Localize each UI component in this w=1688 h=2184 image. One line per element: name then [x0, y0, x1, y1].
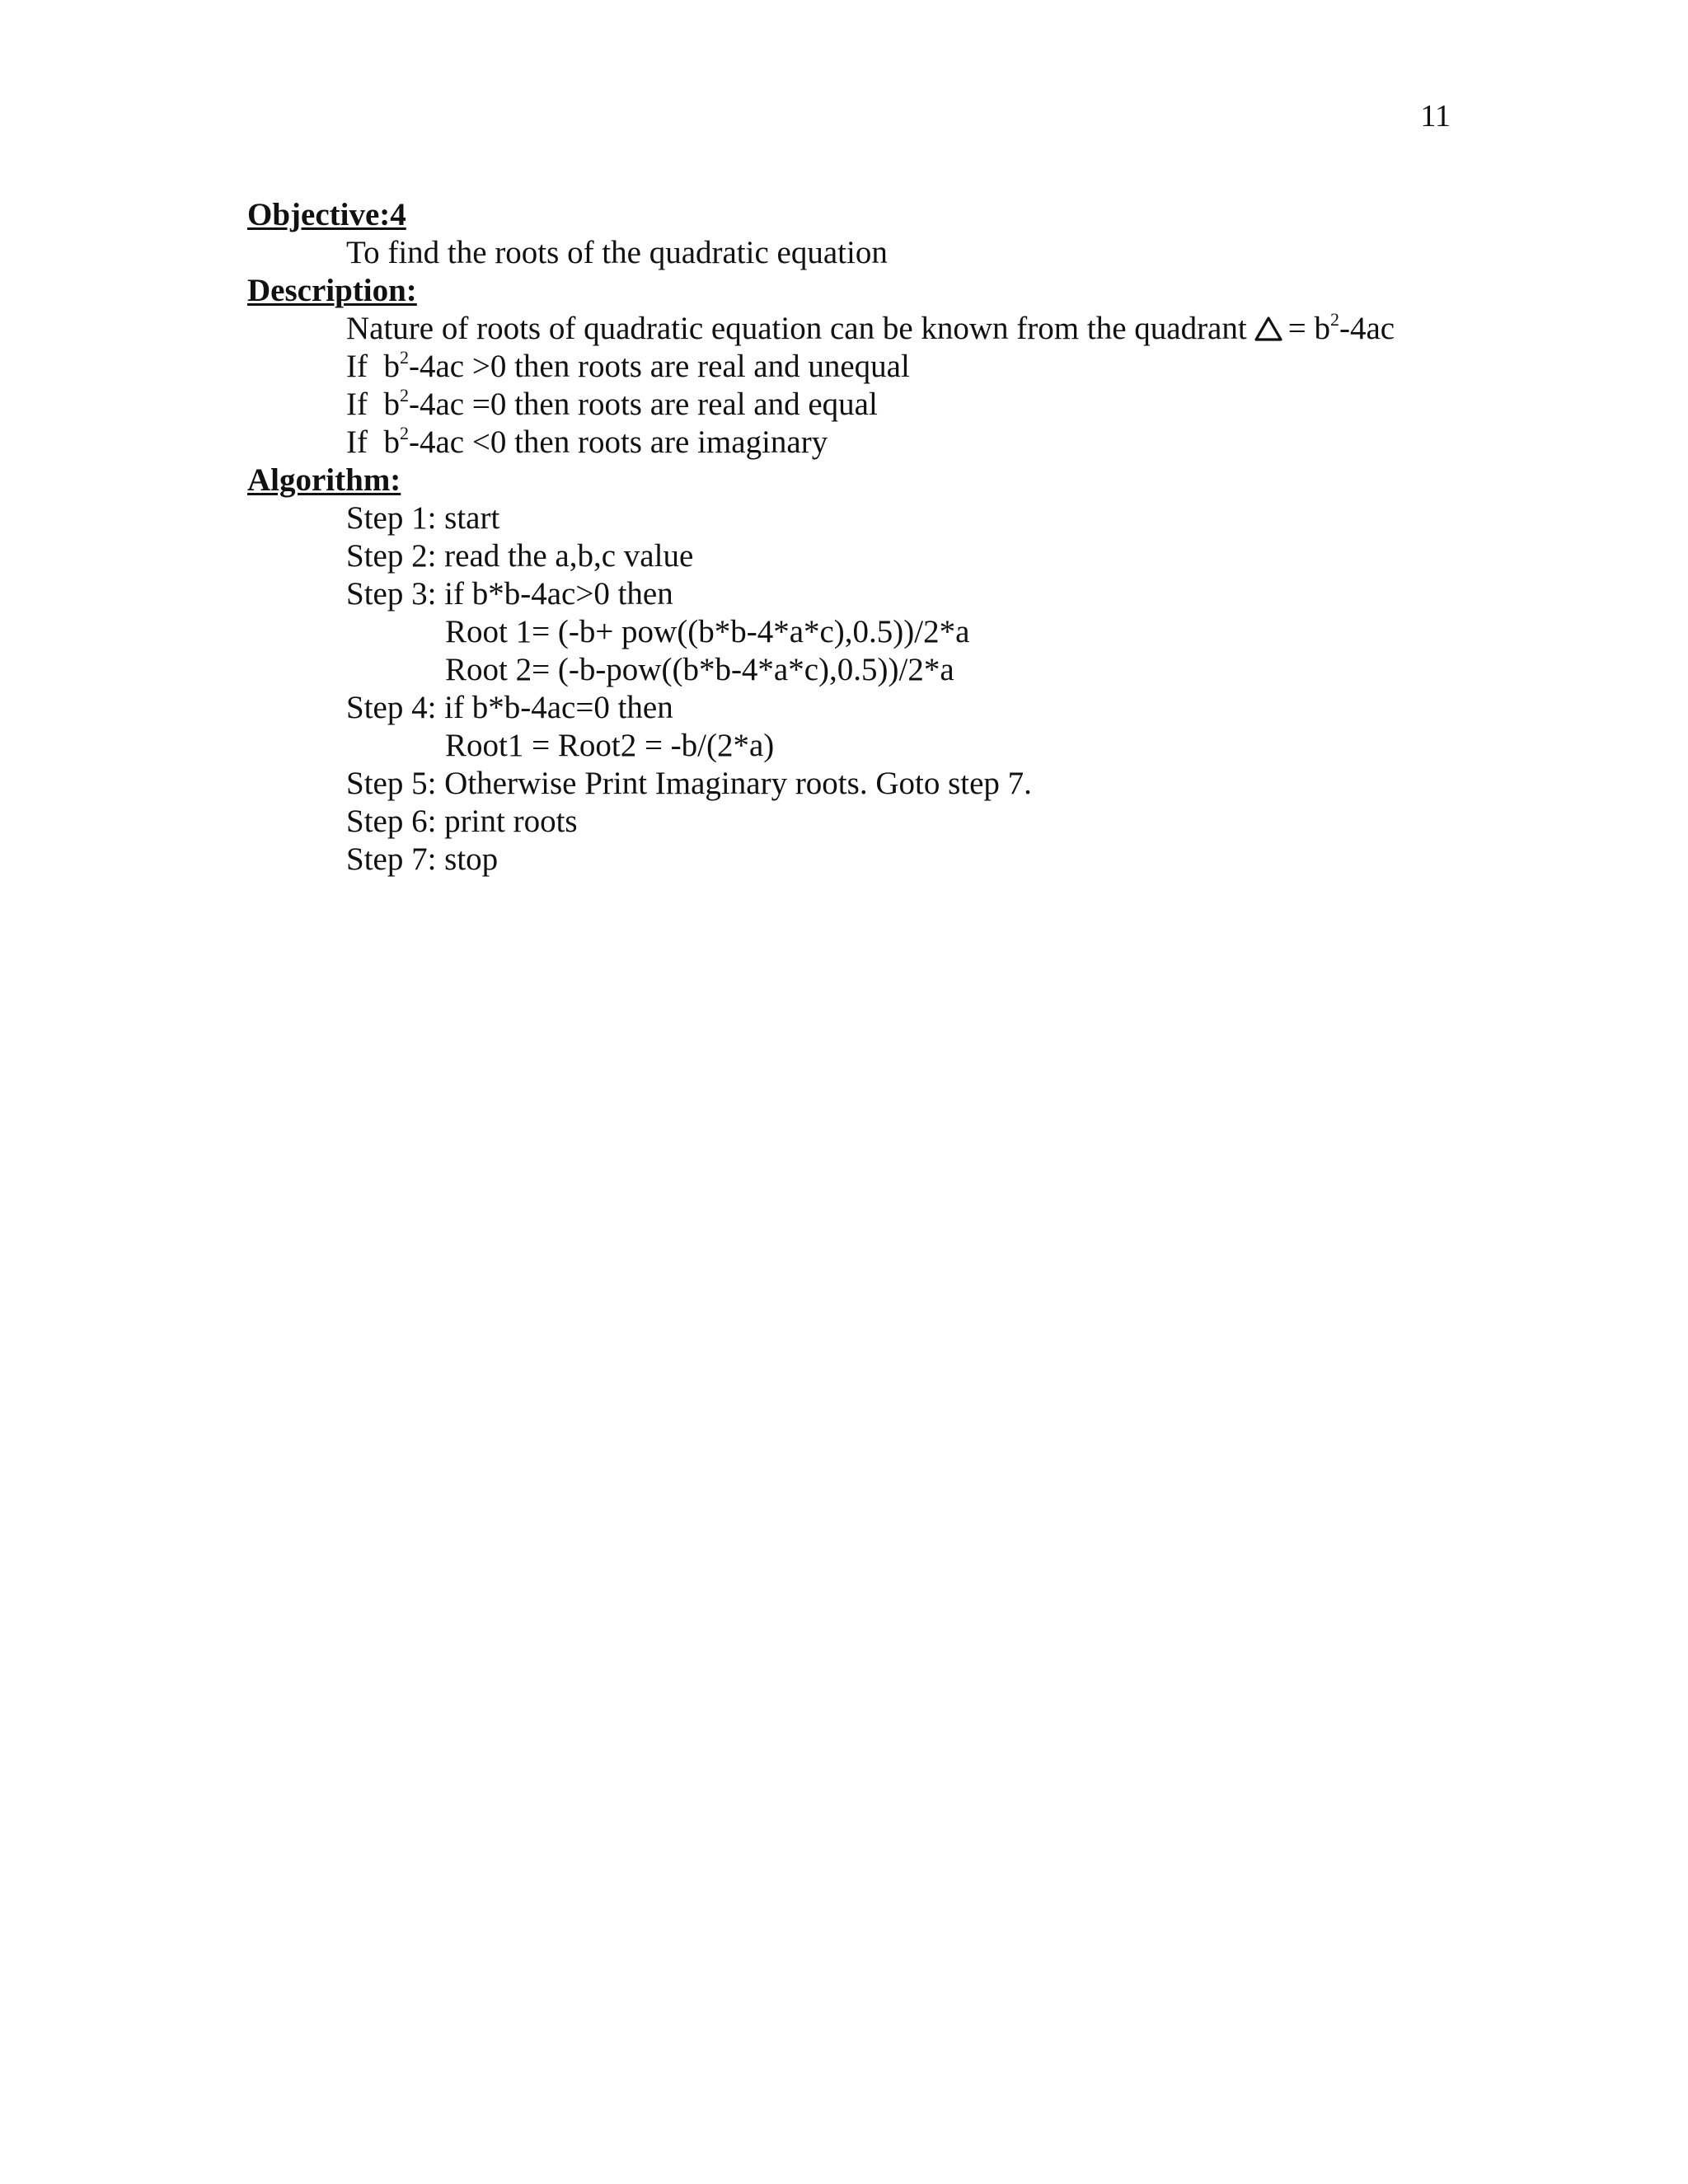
algorithm-step-3: Step 3: if b*b-4ac>0 then	[346, 576, 673, 612]
condition-exponent: 2	[399, 385, 409, 405]
algorithm-step-4: Step 4: if b*b-4ac=0 then	[346, 690, 673, 725]
algorithm-step-1: Step 1: start	[346, 500, 500, 536]
algorithm-step-2: Step 2: read the a,b,c value	[346, 538, 694, 574]
algorithm-step-3-root-2: Root 2= (-b-pow((b*b-4*a*c),0.5))/2*a	[445, 652, 954, 687]
algorithm-step-6: Step 6: print roots	[346, 804, 578, 839]
condition-exponent: 2	[399, 423, 409, 443]
description-heading: Description:	[247, 273, 417, 308]
condition-suffix: -4ac =0 then roots are real and equal	[408, 387, 878, 422]
page-number: 11	[1420, 99, 1451, 134]
algorithm-heading: Algorithm:	[247, 462, 401, 498]
description-intro	[0, 310, 1688, 348]
algorithm-step-3-root-1: Root 1= (-b+ pow((b*b-4*a*c),0.5))/2*a	[445, 614, 970, 649]
condition-suffix: -4ac >0 then roots are real and unequal	[408, 349, 910, 384]
condition-prefix: If b	[346, 349, 400, 384]
triangle-icon	[1254, 316, 1283, 342]
condition-positive	[0, 348, 1688, 386]
condition-exponent: 2	[399, 347, 409, 368]
description-intro-formula-suffix: -4ac	[1339, 311, 1395, 346]
condition-prefix: If b	[346, 424, 400, 460]
condition-zero	[0, 386, 1688, 424]
condition-prefix: If b	[346, 387, 400, 422]
description-intro-exponent: 2	[1329, 309, 1339, 330]
algorithm-step-4-root: Root1 = Root2 = -b/(2*a)	[445, 728, 775, 763]
description-intro-text: Nature of roots of quadratic equation can be known from the quadrant	[346, 311, 1247, 346]
condition-negative	[0, 424, 1688, 462]
objective-text: To find the roots of the quadratic equation	[346, 235, 888, 270]
condition-suffix: -4ac <0 then roots are imaginary	[408, 424, 828, 460]
objective-heading: Objective:4	[247, 197, 406, 232]
algorithm-step-7: Step 7: stop	[346, 841, 499, 877]
document-body	[0, 196, 1688, 879]
description-intro-formula-prefix: = b	[1287, 311, 1330, 346]
algorithm-step-5: Step 5: Otherwise Print Imaginary roots. Goto step 7.	[346, 766, 1032, 801]
